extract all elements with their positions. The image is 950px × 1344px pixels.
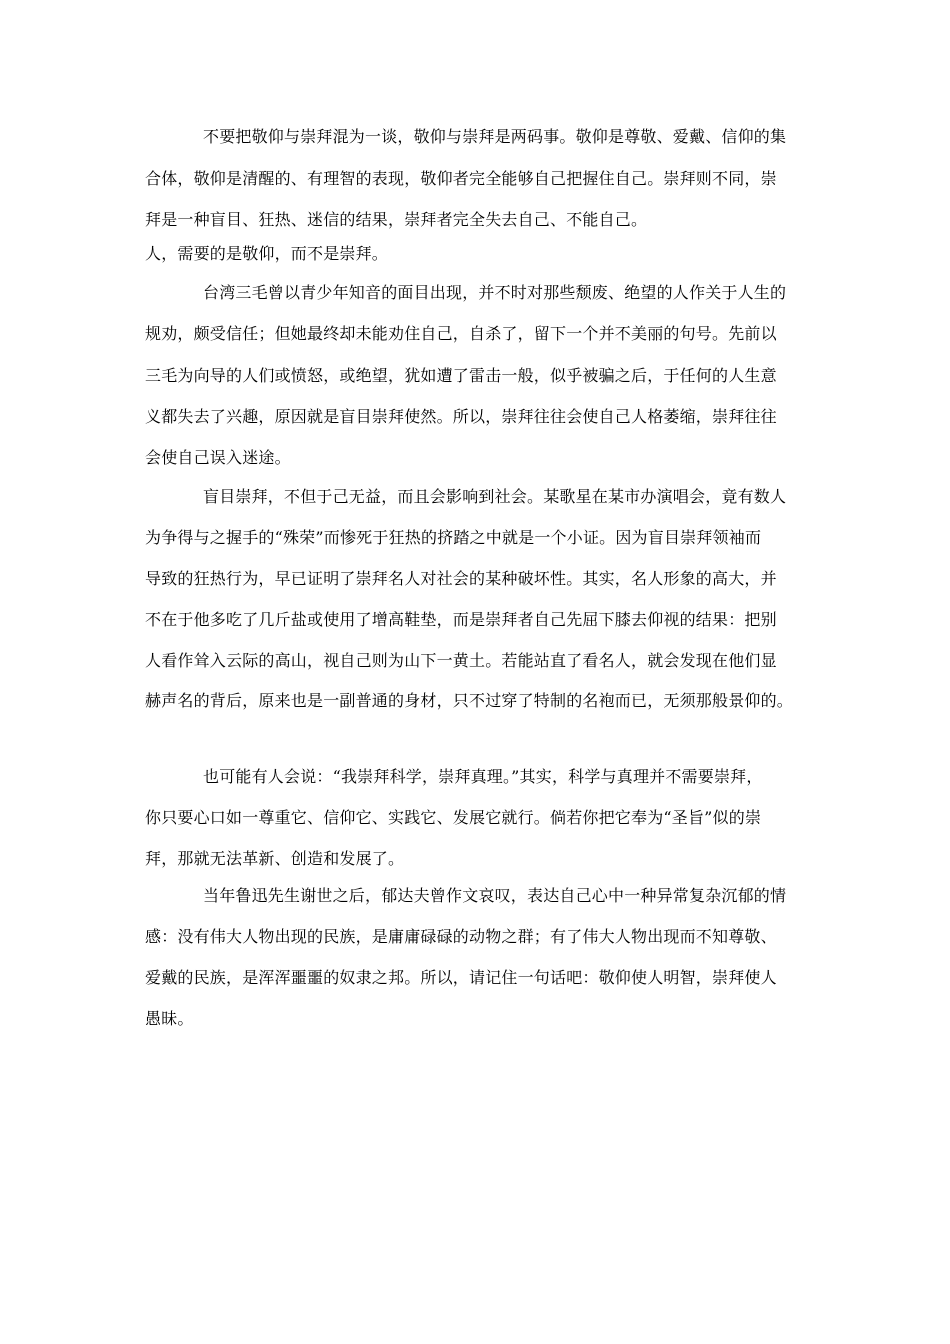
text-line: 爱戴的民族，是浑浑噩噩的奴隶之邦。所以，请记住一句话吧：敬仰使人明智，崇拜使人: [145, 968, 777, 987]
text-line: 感：没有伟大人物出现的民族，是庸庸碌碌的动物之群；有了伟大人物出现而不知尊敬、: [145, 927, 777, 946]
text-line: 你只要心口如一尊重它、信仰它、实践它、发展它就行。倘若你把它奉为“圣旨”似的崇: [145, 808, 762, 827]
text-line: 拜是一种盲目、狂热、迷信的结果，崇拜者完全失去自己、不能自己。: [145, 210, 648, 229]
text-line: 赫声名的背后，原来也是一副普通的身材，只不过穿了特制的名袍而已，无须那般景仰的。: [145, 691, 794, 710]
text-line: 拜，那就无法革新、创造和发展了。: [145, 849, 405, 868]
text-line: 愚昧。: [145, 1009, 194, 1028]
text-line: 也可能有人会说：“我崇拜科学，崇拜真理。”其实，科学与真理并不需要崇拜，: [203, 767, 763, 786]
text-line: 不要把敬仰与崇拜混为一谈，敬仰与崇拜是两码事。敬仰是尊敬、爱戴、信仰的集: [203, 127, 787, 146]
text-line: 台湾三毛曾以青少年知音的面目出现，并不时对那些颓废、绝望的人作关于人生的: [203, 283, 787, 302]
text-line: 为争得与之握手的“殊荣”而惨死于狂热的挤踏之中就是一个小证。因为盲目崇拜领袖而: [145, 528, 762, 547]
text-line: 规劝，颇受信任；但她最终却未能劝住自己，自杀了，留下一个并不美丽的句号。先前以: [145, 324, 777, 343]
text-line: 导致的狂热行为，早已证明了崇拜名人对社会的某种破坏性。其实，名人形象的高大，并: [145, 569, 777, 588]
text-line: 合体，敬仰是清醒的、有理智的表现，敬仰者完全能够自己把握住自己。崇拜则不同，崇: [145, 169, 777, 188]
text-line: 盲目崇拜，不但于己无益，而且会影响到社会。某歌星在某市办演唱会，竟有数人: [203, 487, 787, 506]
text-line: 会使自己误入迷途。: [145, 448, 291, 467]
text-line: 义都失去了兴趣，原因就是盲目崇拜使然。所以，崇拜往往会使自己人格萎缩，崇拜往往: [145, 407, 777, 426]
text-line: 人看作耸入云际的高山，视自己则为山下一黄土。若能站直了看名人，就会发现在他们显: [145, 651, 777, 670]
text-line: 当年鲁迅先生谢世之后，郁达夫曾作文哀叹，表达自己心中一种异常复杂沉郁的情: [203, 886, 787, 905]
text-line: 人，需要的是敬仰，而不是崇拜。: [145, 244, 389, 263]
text-line: 三毛为向导的人们或愤怒，或绝望，犹如遭了雷击一般，似乎被骗之后，于任何的人生意: [145, 366, 777, 385]
text-line: 不在于他多吃了几斤盐或使用了增高鞋垫，而是崇拜者自己先屈下膝去仰视的结果：把别: [145, 610, 777, 629]
